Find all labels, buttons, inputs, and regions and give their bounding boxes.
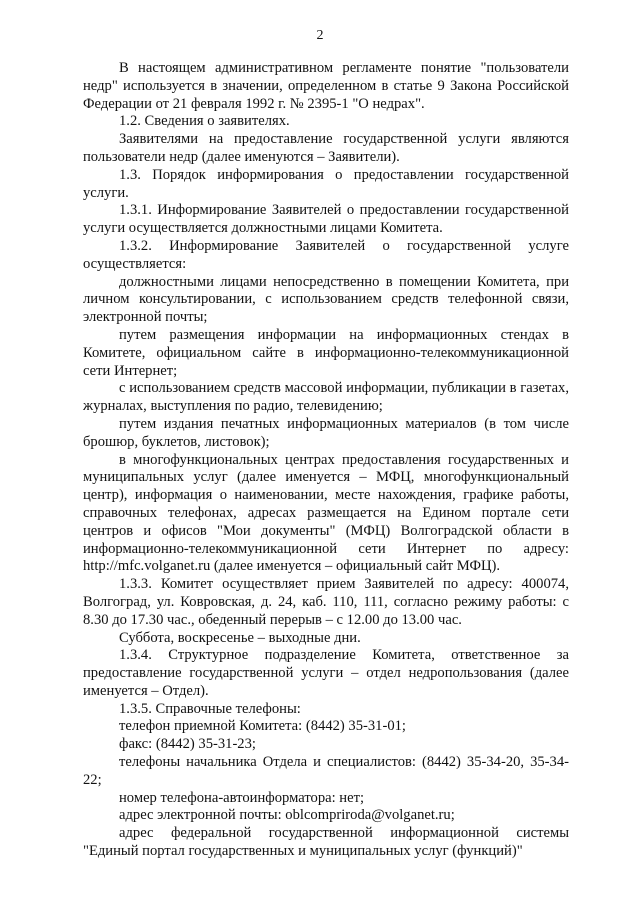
list-item-mfc: в многофункциональных центрах предоставления государственных и муниципальных услуг (далее именуется – МФЦ, многофункциональный центр), информация о наименовании, месте нахождения, графике работы, справочных телефонах, адресах размещается на Едином портале сети центров и офисов "Мои документы" (МФЦ) Волгоградской области в информационно-телекоммуникационной сети Интернет по адресу: http://mfc.volganet.ru (далее именуется – официальный сайт МФЦ). [83,451,569,575]
email-address: адрес электронной почты: oblcompriroda@volganet.ru; [119,807,455,824]
list-item-stands: путем размещения информации на информационных стендах в Комитете, официальном сайте в информационно-телекоммуникационной сети Интернет; [83,326,569,379]
section-heading-1-3: 1.3. Порядок информирования о предоставлении государственной услуги. [83,166,569,201]
paragraph-applicants: Заявителями на предоставление государственной услуги являются пользователи недр (далее именуются – Заявители). [83,131,569,165]
list-item-media: с использованием средств массовой информации, публикации в газетах, журналах, выступления по радио, телевидению; [83,380,569,415]
paragraph-1-3-4: 1.3.4. Структурное подразделение Комитета, ответственное за предоставление государственной услуги – отдел недропользования (далее именуется – Отдел). [83,647,569,699]
paragraph-1-3-1: 1.3.1. Информирование Заявителей о предоставлении государственной услуги осуществляется должностными лицами Комитета. [83,202,569,237]
page-number: 2 [316,28,324,43]
phone-autoinformer: номер телефона-автоинформатора: нет; [119,789,365,806]
paragraph-1-3-2: 1.3.2. Информирование Заявителей о государственной услуге осуществляется: [83,237,569,272]
phone-department: телефоны начальника Отдела и специалистов: (8442) 35-34-20, 35-34-22; [83,754,569,788]
paragraph-1-3-5: 1.3.5. Справочные телефоны: [119,700,301,717]
portal-address: адрес федеральной государственной информационной системы "Единый портал государственных и муниципальных услуг (функций)" [83,825,569,860]
paragraph-weekend: Суббота, воскресенье – выходные дни. [119,629,361,646]
document-body [83,60,569,861]
list-item-officials: должностными лицами непосредственно в помещении Комитета, при личном консультировании, с использованием средств телефонной связи, электронной почты; [83,273,569,326]
paragraph-1-3-3: 1.3.3. Комитет осуществляет прием Заявителей по адресу: 400074, Волгоград, ул. Ковровская, д. 24, каб. 110, 111, согласно режиму работы: с 8.30 до 17.30 час., обеденный перерыв – с 12.00 до 13.00 час. [83,576,569,628]
phone-reception: телефон приемной Комитета: (8442) 35-31-01; [119,718,406,735]
phone-fax: факс: (8442) 35-31-23; [119,736,256,753]
list-item-printed: путем издания печатных информационных материалов (в том числе брошюр, буклетов, листовок); [83,415,569,450]
paragraph-definition: В настоящем административном регламенте понятие "пользователи недр" используется в значении, определенном в статье 9 Закона Российской Федерации от 21 февраля 1992 г. № 2395-1 "О недрах". [83,60,569,112]
section-heading-1-2: 1.2. Сведения о заявителях. [119,113,290,130]
